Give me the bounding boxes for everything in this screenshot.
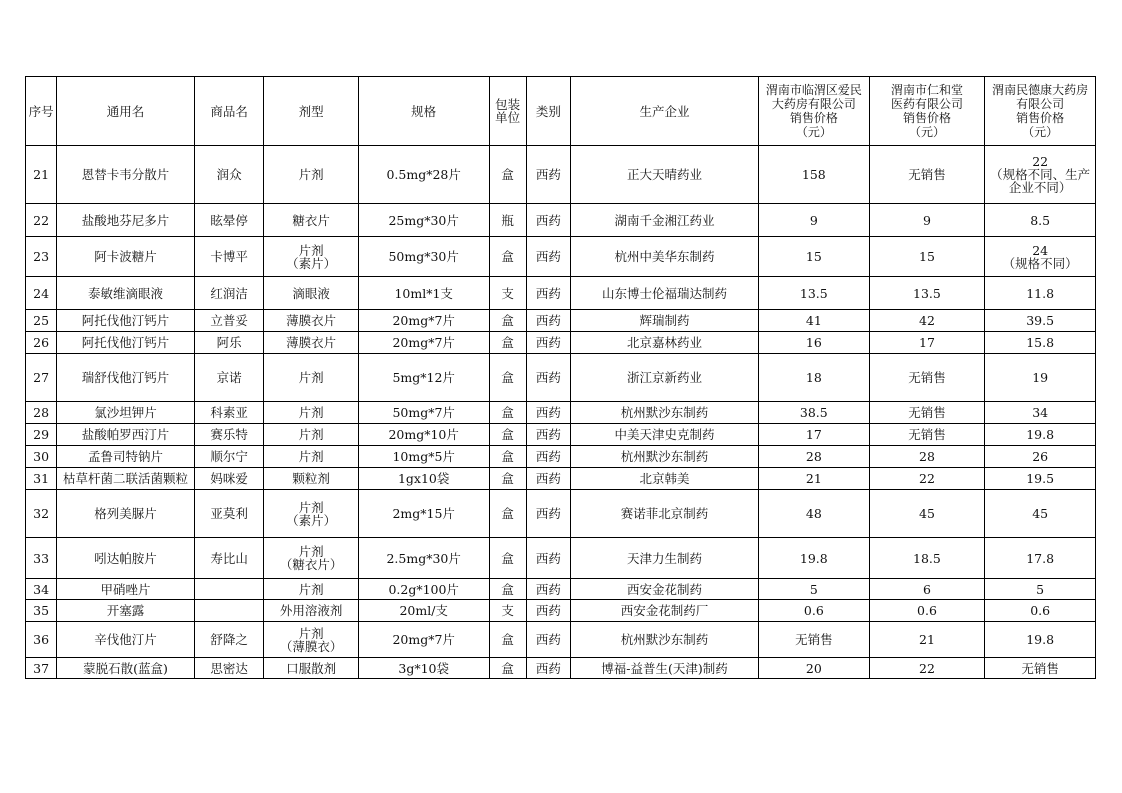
cell-no: 22 (26, 204, 57, 237)
cell-price-aimin: 9 (759, 204, 870, 237)
cell-price-renhetang: 9 (869, 204, 985, 237)
cell-price-aimin: 158 (759, 146, 870, 204)
cell-manufacturer: 西安金花制药厂 (570, 600, 758, 622)
cell-price-mindekang: 19.5 (985, 468, 1096, 490)
cell-price-mindekang: 34 (985, 402, 1096, 424)
header-row (26, 77, 1096, 146)
cell-price-mindekang: 无销售 (985, 658, 1096, 679)
cell-trade-name: 思密达 (194, 658, 263, 679)
cell-price-mindekang: 26 (985, 446, 1096, 468)
cell-no: 36 (26, 622, 57, 658)
cell-price-aimin: 15 (759, 237, 870, 277)
cell-price-aimin: 48 (759, 490, 870, 538)
cell-generic-name: 吲达帕胺片 (57, 538, 195, 579)
cell-price-renhetang: 无销售 (869, 354, 985, 402)
cell-manufacturer: 西安金花制药 (570, 579, 758, 600)
cell-generic-name: 蒙脱石散(蓝盒) (57, 658, 195, 679)
table-row (26, 468, 1096, 490)
header-spec: 规格 (358, 77, 489, 146)
cell-no: 33 (26, 538, 57, 579)
cell-no: 26 (26, 332, 57, 354)
cell-manufacturer: 浙江京新药业 (570, 354, 758, 402)
table-row (26, 424, 1096, 446)
cell-price-aimin: 18 (759, 354, 870, 402)
cell-trade-name (194, 579, 263, 600)
cell-spec: 10mg*5片 (358, 446, 489, 468)
cell-price-aimin: 20 (759, 658, 870, 679)
cell-price-aimin: 13.5 (759, 277, 870, 310)
cell-spec: 2mg*15片 (358, 490, 489, 538)
cell-manufacturer: 天津力生制药 (570, 538, 758, 579)
cell-pack-unit: 盒 (489, 146, 526, 204)
price-comparison-table (25, 76, 1096, 679)
cell-spec: 20mg*7片 (358, 622, 489, 658)
cell-price-mindekang: 5 (985, 579, 1096, 600)
cell-category: 西药 (526, 277, 570, 310)
cell-dosage-form: 片剂 （糖衣片） (264, 538, 359, 579)
cell-price-mindekang: 15.8 (985, 332, 1096, 354)
cell-no: 29 (26, 424, 57, 446)
header-store-mindekang: 渭南民德康大药房 有限公司 销售价格 （元） (985, 77, 1096, 146)
table-row (26, 579, 1096, 600)
cell-category: 西药 (526, 354, 570, 402)
cell-price-renhetang: 15 (869, 237, 985, 277)
cell-generic-name: 阿托伐他汀钙片 (57, 310, 195, 332)
cell-pack-unit: 盒 (489, 579, 526, 600)
cell-pack-unit: 盒 (489, 622, 526, 658)
table-row (26, 622, 1096, 658)
cell-category: 西药 (526, 622, 570, 658)
cell-no: 31 (26, 468, 57, 490)
table-row (26, 204, 1096, 237)
table-row (26, 146, 1096, 204)
cell-dosage-form: 片剂 （薄膜衣） (264, 622, 359, 658)
table-body (26, 146, 1096, 679)
cell-dosage-form: 片剂 (264, 424, 359, 446)
cell-spec: 20ml/支 (358, 600, 489, 622)
cell-dosage-form: 片剂 （素片） (264, 237, 359, 277)
cell-price-aimin: 19.8 (759, 538, 870, 579)
cell-manufacturer: 杭州中美华东制药 (570, 237, 758, 277)
cell-price-mindekang: 19 (985, 354, 1096, 402)
cell-category: 西药 (526, 600, 570, 622)
cell-trade-name: 阿乐 (194, 332, 263, 354)
table-row (26, 332, 1096, 354)
cell-category: 西药 (526, 332, 570, 354)
cell-dosage-form: 滴眼液 (264, 277, 359, 310)
cell-price-renhetang: 6 (869, 579, 985, 600)
cell-dosage-form: 颗粒剂 (264, 468, 359, 490)
cell-generic-name: 甲硝唑片 (57, 579, 195, 600)
cell-manufacturer: 杭州默沙东制药 (570, 446, 758, 468)
cell-dosage-form: 片剂 (264, 146, 359, 204)
cell-trade-name: 卡博平 (194, 237, 263, 277)
cell-trade-name: 舒降之 (194, 622, 263, 658)
table-row (26, 310, 1096, 332)
cell-no: 27 (26, 354, 57, 402)
cell-price-renhetang: 22 (869, 468, 985, 490)
cell-price-renhetang: 0.6 (869, 600, 985, 622)
cell-price-renhetang: 42 (869, 310, 985, 332)
cell-spec: 2.5mg*30片 (358, 538, 489, 579)
table-row (26, 600, 1096, 622)
cell-manufacturer: 北京嘉林药业 (570, 332, 758, 354)
cell-category: 西药 (526, 146, 570, 204)
cell-price-aimin: 28 (759, 446, 870, 468)
cell-price-mindekang: 19.8 (985, 424, 1096, 446)
cell-price-mindekang: 19.8 (985, 622, 1096, 658)
cell-price-renhetang: 无销售 (869, 424, 985, 446)
cell-trade-name: 立普妥 (194, 310, 263, 332)
header-store-aimin: 渭南市临渭区爱民 大药房有限公司 销售价格 （元） (759, 77, 870, 146)
cell-pack-unit: 支 (489, 600, 526, 622)
cell-pack-unit: 盒 (489, 402, 526, 424)
header-trade-name: 商品名 (194, 77, 263, 146)
header-generic-name: 通用名 (57, 77, 195, 146)
cell-price-aimin: 0.6 (759, 600, 870, 622)
cell-spec: 50mg*30片 (358, 237, 489, 277)
cell-no: 35 (26, 600, 57, 622)
cell-category: 西药 (526, 490, 570, 538)
cell-spec: 10ml*1支 (358, 277, 489, 310)
cell-category: 西药 (526, 468, 570, 490)
cell-trade-name: 妈咪爱 (194, 468, 263, 490)
cell-generic-name: 盐酸地芬尼多片 (57, 204, 195, 237)
cell-category: 西药 (526, 237, 570, 277)
cell-no: 21 (26, 146, 57, 204)
cell-generic-name: 枯草杆菌二联活菌颗粒 (57, 468, 195, 490)
cell-price-renhetang: 22 (869, 658, 985, 679)
cell-spec: 50mg*7片 (358, 402, 489, 424)
cell-manufacturer: 博福-益普生(天津)制药 (570, 658, 758, 679)
cell-dosage-form: 糖衣片 (264, 204, 359, 237)
cell-generic-name: 恩替卡韦分散片 (57, 146, 195, 204)
table-row (26, 490, 1096, 538)
cell-price-mindekang: 8.5 (985, 204, 1096, 237)
header-dosage-form: 剂型 (264, 77, 359, 146)
cell-no: 37 (26, 658, 57, 679)
cell-price-mindekang: 17.8 (985, 538, 1096, 579)
table-row (26, 446, 1096, 468)
cell-dosage-form: 片剂 (264, 446, 359, 468)
cell-price-renhetang: 18.5 (869, 538, 985, 579)
cell-pack-unit: 盒 (489, 310, 526, 332)
cell-trade-name: 润众 (194, 146, 263, 204)
cell-no: 24 (26, 277, 57, 310)
cell-pack-unit: 瓶 (489, 204, 526, 237)
cell-spec: 20mg*7片 (358, 310, 489, 332)
cell-trade-name: 京诺 (194, 354, 263, 402)
cell-spec: 3g*10袋 (358, 658, 489, 679)
header-no: 序号 (26, 77, 57, 146)
cell-category: 西药 (526, 658, 570, 679)
cell-category: 西药 (526, 424, 570, 446)
cell-generic-name: 辛伐他汀片 (57, 622, 195, 658)
cell-price-renhetang: 13.5 (869, 277, 985, 310)
cell-pack-unit: 盒 (489, 237, 526, 277)
cell-manufacturer: 赛诺菲北京制药 (570, 490, 758, 538)
cell-price-aimin: 41 (759, 310, 870, 332)
cell-price-aimin: 16 (759, 332, 870, 354)
cell-manufacturer: 杭州默沙东制药 (570, 622, 758, 658)
cell-manufacturer: 正大天晴药业 (570, 146, 758, 204)
cell-price-mindekang: 0.6 (985, 600, 1096, 622)
cell-dosage-form: 口服散剂 (264, 658, 359, 679)
cell-price-renhetang: 17 (869, 332, 985, 354)
cell-no: 28 (26, 402, 57, 424)
cell-price-aimin: 无销售 (759, 622, 870, 658)
table-row (26, 658, 1096, 679)
cell-trade-name: 亚莫利 (194, 490, 263, 538)
cell-category: 西药 (526, 402, 570, 424)
cell-generic-name: 开塞露 (57, 600, 195, 622)
cell-pack-unit: 盒 (489, 538, 526, 579)
cell-pack-unit: 盒 (489, 354, 526, 402)
cell-spec: 0.2g*100片 (358, 579, 489, 600)
cell-pack-unit: 盒 (489, 446, 526, 468)
cell-pack-unit: 盒 (489, 424, 526, 446)
cell-price-aimin: 38.5 (759, 402, 870, 424)
cell-manufacturer: 杭州默沙东制药 (570, 402, 758, 424)
cell-spec: 25mg*30片 (358, 204, 489, 237)
cell-no: 25 (26, 310, 57, 332)
cell-no: 32 (26, 490, 57, 538)
cell-pack-unit: 盒 (489, 468, 526, 490)
cell-manufacturer: 北京韩美 (570, 468, 758, 490)
cell-spec: 1gx10袋 (358, 468, 489, 490)
cell-generic-name: 格列美脲片 (57, 490, 195, 538)
cell-price-renhetang: 21 (869, 622, 985, 658)
table-row (26, 538, 1096, 579)
cell-price-mindekang: 11.8 (985, 277, 1096, 310)
cell-dosage-form: 片剂 (264, 402, 359, 424)
cell-trade-name: 赛乐特 (194, 424, 263, 446)
cell-spec: 20mg*7片 (358, 332, 489, 354)
cell-price-mindekang: 22 （规格不同、生产 企业不同） (985, 146, 1096, 204)
cell-manufacturer: 湖南千金湘江药业 (570, 204, 758, 237)
cell-spec: 20mg*10片 (358, 424, 489, 446)
cell-dosage-form: 薄膜衣片 (264, 332, 359, 354)
cell-generic-name: 瑞舒伐他汀钙片 (57, 354, 195, 402)
cell-trade-name: 红润洁 (194, 277, 263, 310)
cell-trade-name: 眩晕停 (194, 204, 263, 237)
cell-price-mindekang: 24 （规格不同） (985, 237, 1096, 277)
cell-price-renhetang: 无销售 (869, 146, 985, 204)
cell-generic-name: 阿托伐他汀钙片 (57, 332, 195, 354)
cell-dosage-form: 片剂 (264, 579, 359, 600)
cell-no: 34 (26, 579, 57, 600)
cell-pack-unit: 盒 (489, 490, 526, 538)
cell-category: 西药 (526, 538, 570, 579)
table-row (26, 237, 1096, 277)
cell-manufacturer: 中美天津史克制药 (570, 424, 758, 446)
cell-generic-name: 氯沙坦钾片 (57, 402, 195, 424)
cell-generic-name: 阿卡波糖片 (57, 237, 195, 277)
cell-price-aimin: 21 (759, 468, 870, 490)
cell-price-mindekang: 45 (985, 490, 1096, 538)
cell-category: 西药 (526, 579, 570, 600)
cell-price-mindekang: 39.5 (985, 310, 1096, 332)
cell-dosage-form: 片剂 (264, 354, 359, 402)
cell-category: 西药 (526, 310, 570, 332)
cell-spec: 5mg*12片 (358, 354, 489, 402)
cell-price-renhetang: 45 (869, 490, 985, 538)
cell-pack-unit: 支 (489, 277, 526, 310)
cell-price-aimin: 17 (759, 424, 870, 446)
cell-generic-name: 盐酸帕罗西汀片 (57, 424, 195, 446)
cell-category: 西药 (526, 446, 570, 468)
cell-trade-name: 寿比山 (194, 538, 263, 579)
table-row (26, 354, 1096, 402)
cell-manufacturer: 辉瑞制药 (570, 310, 758, 332)
cell-dosage-form: 薄膜衣片 (264, 310, 359, 332)
header-manufacturer: 生产企业 (570, 77, 758, 146)
cell-generic-name: 孟鲁司特钠片 (57, 446, 195, 468)
table-row (26, 402, 1096, 424)
cell-spec: 0.5mg*28片 (358, 146, 489, 204)
cell-dosage-form: 外用溶液剂 (264, 600, 359, 622)
cell-no: 30 (26, 446, 57, 468)
cell-price-renhetang: 28 (869, 446, 985, 468)
header-store-renhetang: 渭南市仁和堂 医药有限公司 销售价格 （元） (869, 77, 985, 146)
header-category: 类别 (526, 77, 570, 146)
cell-trade-name: 顺尔宁 (194, 446, 263, 468)
cell-price-renhetang: 无销售 (869, 402, 985, 424)
cell-pack-unit: 盒 (489, 658, 526, 679)
cell-generic-name: 泰敏维滴眼液 (57, 277, 195, 310)
cell-no: 23 (26, 237, 57, 277)
cell-manufacturer: 山东博士伦福瑞达制药 (570, 277, 758, 310)
table-row (26, 277, 1096, 310)
cell-category: 西药 (526, 204, 570, 237)
cell-price-aimin: 5 (759, 579, 870, 600)
cell-trade-name: 科素亚 (194, 402, 263, 424)
header-pack-unit: 包装 单位 (489, 77, 526, 146)
cell-trade-name (194, 600, 263, 622)
cell-dosage-form: 片剂 （素片） (264, 490, 359, 538)
cell-pack-unit: 盒 (489, 332, 526, 354)
